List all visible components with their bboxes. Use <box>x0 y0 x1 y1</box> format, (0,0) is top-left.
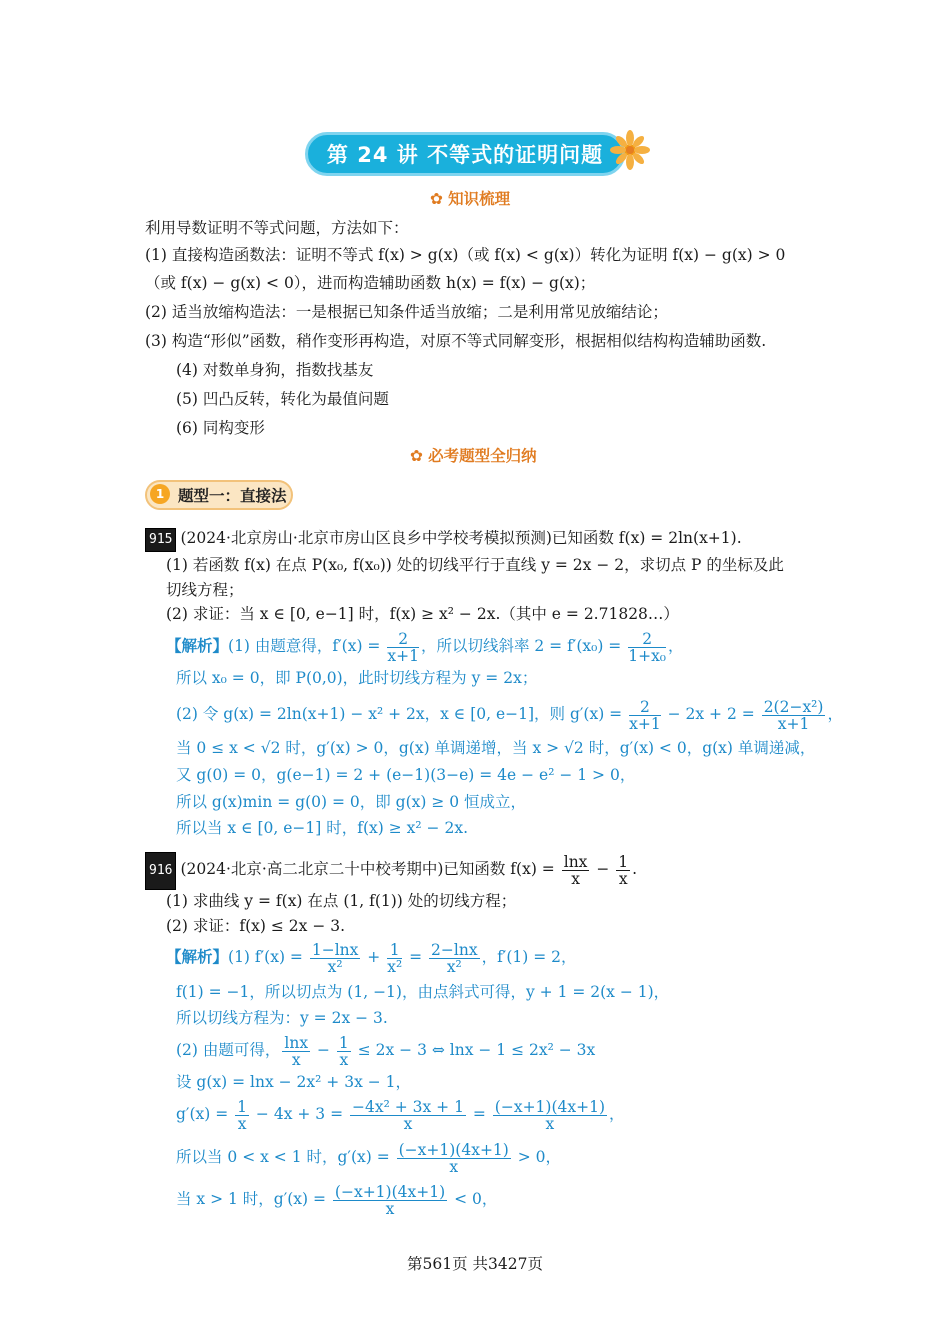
intro-line-2: (1) 直接构造函数法：证明不等式 f(x) > g(x)（或 f(x) < g(x)）转化为证明 f(x) − g(x) > 0 <box>145 246 786 264</box>
q915-solution-4: 当 0 ≤ x < √2 时，g′(x) > 0，g(x) 单调递增，当 x > √2 时，g′(x) < 0，g(x) 单调递减， <box>176 739 816 757</box>
q915-solution-5: 又 g(0) = 0，g(e−1) = 2 + (e−1)(3−e) = 4e − e² − 1 > 0， <box>176 766 636 784</box>
q915-part2: (2) 求证：当 x ∈ [0, e−1] 时，f(x) ≥ x² − 2x.（其中 e = 2.71828…） <box>166 605 679 623</box>
q915-solution-6: 所以 g(x)min = g(0) = 0，即 g(x) ≥ 0 恒成立， <box>176 793 527 811</box>
page-footer: 第561页 共3427页 <box>407 1255 543 1273</box>
q915-part1-b: 切线方程； <box>166 581 244 599</box>
flower-icon <box>608 128 652 172</box>
q916-solution-6: g′(x) = $\frac{1}{x}$ − 4x + 3 = $\frac{\text{−4x² + 3x + 1}}{x}$ = $\frac{(-x+1)(4x+1)}{x}$ ， <box>176 1097 625 1133</box>
q916-solution-2: f(1) = −1，所以切点为 (1, −1)，由点斜式可得，y + 1 = 2(x − 1)， <box>176 983 670 1001</box>
type-number-badge: 1 <box>150 484 170 504</box>
small-flower-icon: ✿ <box>430 190 443 208</box>
q916-solution-8: 当 x > 1 时，g′(x) = $\frac{(-x+1)(4x+1)}{x}$ < 0， <box>176 1182 498 1218</box>
question-number: 916 <box>145 852 176 890</box>
chapter-title-banner <box>305 132 625 176</box>
q916-part2: (2) 求证：f(x) ≤ 2x − 3. <box>166 917 346 935</box>
intro-line-8: (6) 同构变形 <box>176 419 265 437</box>
chapter-title: 第 24 讲 不等式的证明问题 <box>326 143 604 167</box>
q916-solution-1: 【解析】(1) f′(x) = $\frac{1-\ln x}{\text{x²}}$ + $\frac{1}{\text{x²}}$ = $\frac{2-\ln x}{\text{x²}}$ ，f′(1) = 2， <box>166 940 577 976</box>
question-number: 915 <box>145 528 176 552</box>
intro-line-1: 利用导数证明不等式问题，方法如下： <box>145 219 409 237</box>
type-label: 题型一：直接法 <box>178 487 287 505</box>
q915-part1-a: (1) 若函数 f(x) 在点 P(x₀, f(x₀)) 处的切线平行于直线 y = 2x − 2，求切点 P 的坐标及此 <box>166 556 784 574</box>
q916-solution-5: 设 g(x) = lnx − 2x² + 3x − 1， <box>176 1073 412 1091</box>
types-heading: ✿ 必考题型全归纳 <box>410 447 537 465</box>
knowledge-heading: ✿ 知识梳理 <box>430 190 511 208</box>
small-flower-icon: ✿ <box>410 447 423 465</box>
intro-line-7: (5) 凹凸反转，转化为最值问题 <box>176 390 389 408</box>
intro-line-3: （或 f(x) − g(x) < 0），进而构造辅助函数 h(x) = f(x) − g(x)； <box>145 274 596 292</box>
intro-line-5: (3) 构造“形似”函数，稍作变形再构造，对原不等式同解变形，根据相似结构构造辅助函数. <box>145 332 767 350</box>
q915-solution-3: (2) 令 g(x) = 2ln(x+1) − x² + 2x，x ∈ [0, e−1]，则 g′(x) = $\frac{2}{x+1}$ − 2x + 2 = $\frac{\text{2(2−x²)}}{x+1}$ ， <box>176 697 843 733</box>
q916-part1: (1) 求曲线 y = f(x) 在点 (1, f(1)) 处的切线方程； <box>166 892 517 910</box>
q915-solution-1: 【解析】(1) 由题意得，f′(x) = $\frac{2}{x+1}$ ，所以切线斜率 2 = f′(x₀) = $\frac{2}{\text{1+x₀}}$ ， <box>166 629 684 665</box>
q916-solution-3: 所以切线方程为：y = 2x − 3. <box>176 1009 388 1027</box>
question-916-stem: 916 (2024·北京·高二北京二十中校考期中)已知函数 f(x) = $\frac{\ln x}{x}$ − $\frac{1}{x}$ . <box>145 852 637 890</box>
q916-solution-4: (2) 由题可得， $\frac{\ln x}{x}$ − $\frac{1}{x}$ ≤ 2x − 3 ⇔ lnx − 1 ≤ 2x² − 3x <box>176 1033 596 1069</box>
intro-line-4: (2) 适当放缩构造法：一是根据已知条件适当放缩；二是利用常见放缩结论； <box>145 303 668 321</box>
q915-solution-2: 所以 x₀ = 0，即 P(0,0)，此时切线方程为 y = 2x； <box>176 669 538 687</box>
q916-solution-7: 所以当 0 < x < 1 时，g′(x) = $\frac{(-x+1)(4x+1)}{x}$ > 0， <box>176 1140 562 1176</box>
intro-line-6: (4) 对数单身狗，指数找基友 <box>176 361 374 379</box>
q915-solution-7: 所以当 x ∈ [0, e−1] 时，f(x) ≥ x² − 2x. <box>176 819 468 837</box>
question-915-stem: 915 (2024·北京房山·北京市房山区良乡中学校考模拟预测)已知函数 f(x) = 2ln(x+1). <box>145 528 742 552</box>
